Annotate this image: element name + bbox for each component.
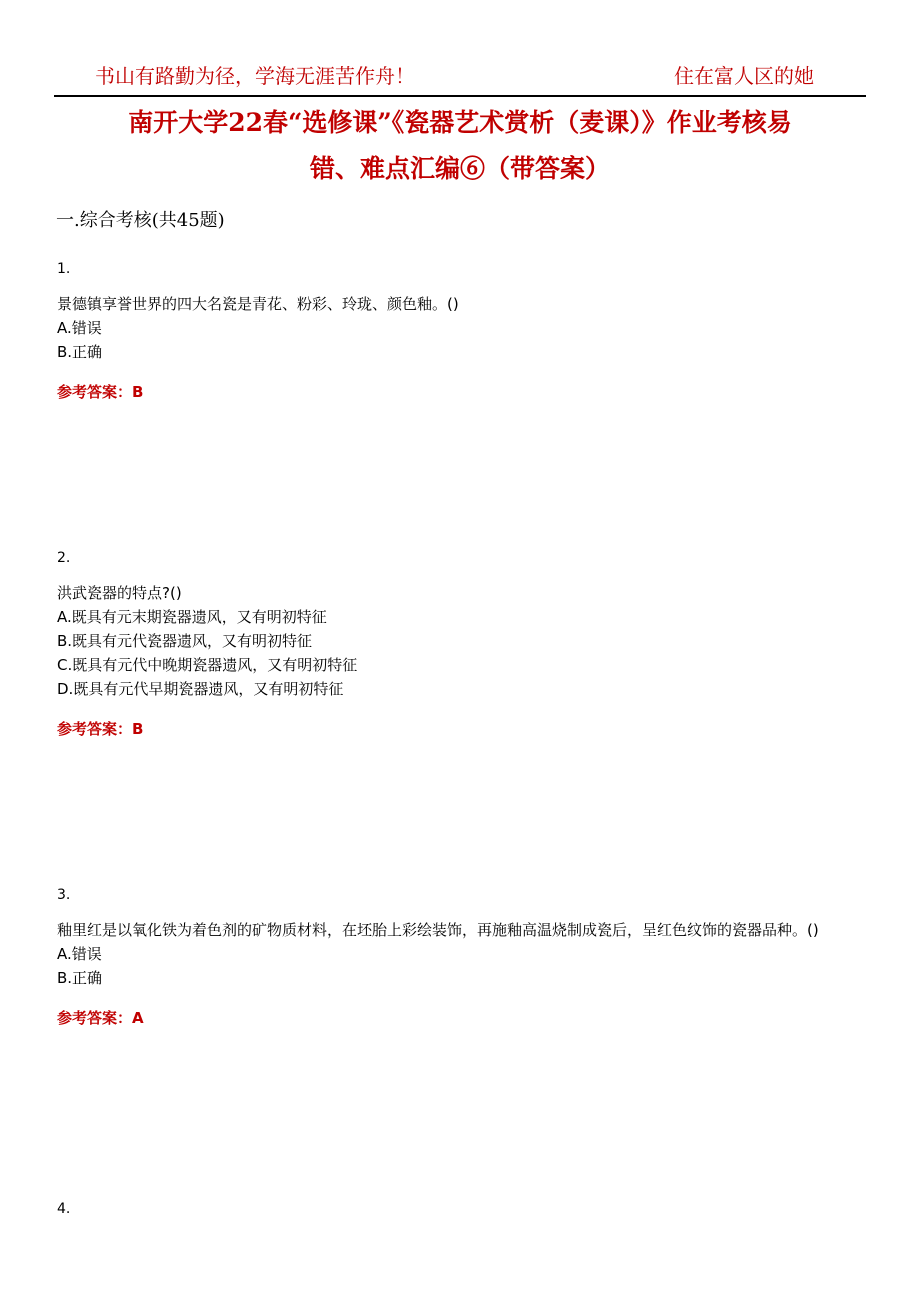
question-option: A.错误 xyxy=(57,945,102,963)
question-number: 4. xyxy=(57,1201,71,1217)
question-text: 景德镇享誉世界的四大名瓷是青花、粉彩、玲珑、颜色釉。() xyxy=(57,295,459,313)
answer-label: 参考答案：B xyxy=(57,383,144,401)
header-motto: 书山有路勤为径，学海无涯苦作舟！ xyxy=(95,64,415,88)
question-number: 2. xyxy=(57,550,71,566)
question-option: C.既具有元代中晚期瓷器遗风，又有明初特征 xyxy=(57,656,358,674)
question-block xyxy=(57,1197,867,1221)
question-block xyxy=(57,257,867,404)
answer-label: 参考答案：A xyxy=(57,1009,144,1027)
question-option: B.正确 xyxy=(57,969,103,987)
answer-label: 参考答案：B xyxy=(57,720,144,738)
question-option: B.既具有元代瓷器遗风，又有明初特征 xyxy=(57,632,313,650)
question-block xyxy=(57,883,867,1030)
header-divider xyxy=(54,95,866,97)
question-option: D.既具有元代早期瓷器遗风，又有明初特征 xyxy=(57,680,344,698)
question-text: 釉里红是以氧化铁为着色剂的矿物质材料，在坯胎上彩绘装饰，再施釉高温烧制成瓷后，呈红色纹饰的瓷器品种。() xyxy=(57,921,819,939)
question-option: A.错误 xyxy=(57,319,102,337)
question-text: 洪武瓷器的特点?() xyxy=(57,584,182,602)
question-block xyxy=(57,546,867,741)
question-number: 3. xyxy=(57,887,71,903)
document-title-line-2: 错、难点汇编⑥（带答案） xyxy=(309,154,610,183)
section-heading: 一.综合考核(共45题) xyxy=(56,210,225,231)
document-title-line-1: 南开大学22春“选修课”《瓷器艺术赏析（麦课）》作业考核易 xyxy=(128,108,792,137)
question-number: 1. xyxy=(57,261,71,277)
question-option: B.正确 xyxy=(57,343,103,361)
header-author: 住在富人区的她 xyxy=(674,64,814,88)
question-option: A.既具有元末期瓷器遗风，又有明初特征 xyxy=(57,608,327,626)
